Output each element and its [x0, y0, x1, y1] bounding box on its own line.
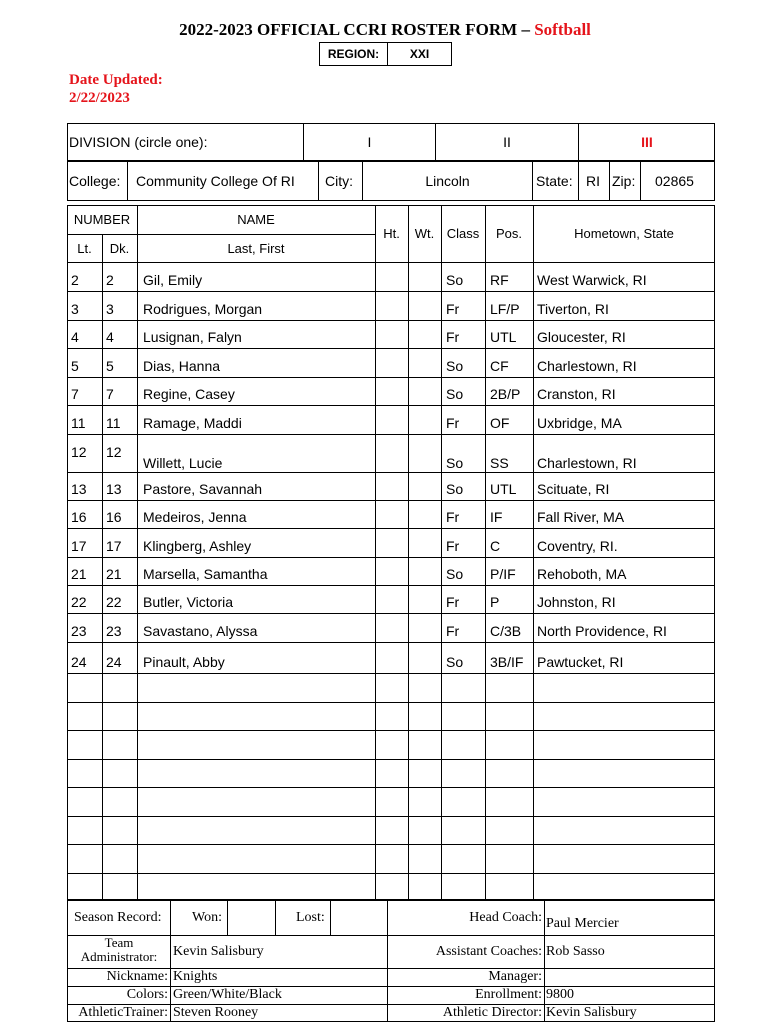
- table-row: [67, 291, 715, 320]
- division-option-2[interactable]: II: [503, 134, 511, 150]
- cell-town: Scituate, RI: [537, 481, 610, 497]
- cell-cls: Fr: [446, 623, 460, 639]
- cell-name: Regine, Casey: [143, 386, 235, 402]
- colors-label: Colors:: [126, 987, 168, 1002]
- enrollment-label: Enrollment:: [475, 987, 542, 1002]
- cell-dk: 3: [106, 301, 114, 317]
- date-updated: [69, 71, 163, 107]
- cell-pos: SS: [490, 455, 509, 471]
- cell-town: Charlestown, RI: [537, 358, 637, 374]
- col-dk: Dk.: [109, 240, 130, 256]
- cell-pos: CF: [490, 358, 509, 374]
- table-row: [67, 557, 715, 585]
- college-label: College:: [69, 173, 121, 189]
- athletic-director-label: Athletic Director:: [442, 1005, 542, 1020]
- cell-dk: 2: [106, 272, 114, 288]
- team-admin-value: Kevin Salisbury: [173, 943, 264, 959]
- cell-lt: 23: [71, 623, 87, 639]
- cell-town: North Providence, RI: [537, 623, 667, 639]
- trainer-label: AthleticTrainer:: [78, 1005, 168, 1020]
- date-value: 2/22/2023: [69, 90, 130, 106]
- athletic-director-value: Kevin Salisbury: [546, 1005, 637, 1020]
- table-row: [67, 613, 715, 642]
- cell-lt: 24: [71, 654, 87, 670]
- col-wt: Wt.: [414, 226, 435, 241]
- cell-dk: 7: [106, 386, 114, 402]
- cell-pos: OF: [490, 415, 510, 431]
- city-value: Lincoln: [425, 173, 470, 189]
- table-row: [67, 585, 715, 613]
- col-name: NAME: [237, 212, 275, 227]
- col-number: NUMBER: [73, 212, 131, 227]
- cell-town: Fall River, MA: [537, 509, 625, 525]
- head-coach-label: Head Coach:: [469, 909, 542, 925]
- table-row: [67, 348, 715, 377]
- date-label: Date Updated:: [69, 72, 163, 88]
- cell-cls: So: [446, 566, 464, 582]
- empty-row: [67, 787, 715, 816]
- empty-row: [67, 816, 715, 844]
- cell-lt: 21: [71, 566, 87, 582]
- cell-town: Pawtucket, RI: [537, 654, 624, 670]
- cell-lt: 13: [71, 481, 87, 497]
- state-value: RI: [586, 173, 600, 189]
- division-label: DIVISION (circle one):: [69, 134, 208, 150]
- cell-town: Uxbridge, MA: [537, 415, 622, 431]
- table-row: [67, 500, 715, 528]
- empty-row: [67, 759, 715, 787]
- table-row: [67, 377, 715, 405]
- cell-name: Lusignan, Falyn: [143, 329, 242, 345]
- cell-town: Rehoboth, MA: [537, 566, 627, 582]
- region-value: XXI: [409, 47, 430, 61]
- col-lt: Lt.: [77, 240, 92, 256]
- cell-name: Pastore, Savannah: [143, 481, 263, 497]
- cell-dk: 13: [106, 481, 122, 497]
- table-row: [67, 472, 715, 500]
- cell-dk: 23: [106, 623, 122, 639]
- cell-cls: Fr: [446, 301, 460, 317]
- college-value: Community College Of RI: [136, 173, 295, 189]
- cell-town: Johnston, RI: [537, 594, 616, 610]
- empty-row: [67, 673, 715, 702]
- cell-dk: 11: [106, 415, 121, 431]
- cell-lt: 7: [71, 386, 79, 402]
- empty-row: [67, 730, 715, 759]
- cell-pos: C/3B: [490, 623, 522, 639]
- cell-town: Cranston, RI: [537, 386, 616, 402]
- cell-pos: C: [490, 538, 501, 554]
- cell-lt: 22: [71, 594, 87, 610]
- enrollment-value: 9800: [546, 987, 574, 1002]
- col-hometown: Hometown, State: [574, 226, 674, 241]
- col-name-sub: Last, First: [227, 240, 285, 256]
- cell-pos: P: [490, 594, 500, 610]
- cell-lt: 11: [71, 415, 86, 431]
- table-row: [67, 320, 715, 348]
- cell-name: Dias, Hanna: [143, 358, 221, 374]
- cell-cls: So: [446, 386, 464, 402]
- cell-pos: LF/P: [490, 301, 520, 317]
- table-row: [67, 528, 715, 557]
- city-label: City:: [325, 173, 353, 189]
- team-admin-label: Team Administrator:: [80, 935, 158, 964]
- cell-lt: 16: [71, 509, 87, 525]
- cell-pos: 3B/IF: [490, 654, 524, 670]
- col-class: Class: [446, 226, 480, 241]
- cell-cls: So: [446, 481, 464, 497]
- zip-value: 02865: [655, 173, 694, 189]
- cell-pos: IF: [490, 509, 503, 525]
- cell-pos: UTL: [490, 481, 517, 497]
- cell-dk: 24: [106, 654, 122, 670]
- cell-cls: Fr: [446, 329, 460, 345]
- cell-lt: 2: [71, 272, 79, 288]
- cell-pos: UTL: [490, 329, 517, 345]
- division-option-3[interactable]: III: [641, 134, 653, 150]
- cell-name: Gil, Emily: [143, 272, 203, 288]
- cell-town: West Warwick, RI: [537, 272, 647, 288]
- cell-lt: 12: [71, 444, 87, 460]
- table-row: [67, 262, 715, 291]
- cell-cls: Fr: [446, 415, 460, 431]
- cell-lt: 17: [71, 538, 87, 554]
- cell-name: Medeiros, Jenna: [143, 509, 247, 525]
- cell-pos: P/IF: [490, 566, 516, 582]
- cell-dk: 21: [106, 566, 122, 582]
- cell-town: Gloucester, RI: [537, 329, 626, 345]
- cell-name: Marsella, Samantha: [143, 566, 268, 582]
- table-row: [67, 642, 715, 673]
- cell-pos: 2B/P: [490, 386, 521, 402]
- cell-cls: Fr: [446, 538, 460, 554]
- cell-cls: So: [446, 358, 464, 374]
- assistant-coaches-label: Assistant Coaches:: [435, 943, 542, 959]
- nickname-value: Knights: [173, 969, 218, 984]
- cell-pos: RF: [490, 272, 509, 288]
- table-row: [67, 405, 715, 434]
- cell-cls: So: [446, 455, 464, 471]
- head-coach-value: Paul Mercier: [546, 915, 619, 931]
- cell-dk: 17: [106, 538, 122, 554]
- cell-cls: So: [446, 654, 464, 670]
- lost-label: Lost:: [296, 909, 325, 925]
- assistant-coaches-value: Rob Sasso: [546, 943, 605, 959]
- col-ht: Ht.: [383, 226, 400, 241]
- cell-cls: Fr: [446, 509, 460, 525]
- zip-label: Zip:: [612, 173, 636, 189]
- cell-dk: 16: [106, 509, 122, 525]
- cell-lt: 4: [71, 329, 79, 345]
- cell-dk: 22: [106, 594, 122, 610]
- cell-cls: So: [446, 272, 464, 288]
- season-record-label: Season Record:: [74, 909, 162, 925]
- cell-name: Klingberg, Ashley: [143, 538, 252, 554]
- table-row: [67, 434, 715, 472]
- title-text: 2022-2023 OFFICIAL CCRI ROSTER FORM –: [179, 20, 535, 39]
- trainer-value: Steven Rooney: [173, 1005, 259, 1020]
- cell-name: Savastano, Alyssa: [143, 623, 258, 639]
- cell-town: Tiverton, RI: [537, 301, 609, 317]
- colors-value: Green/White/Black: [173, 987, 282, 1002]
- cell-dk: 5: [106, 358, 114, 374]
- cell-name: Willett, Lucie: [143, 455, 223, 471]
- state-label: State:: [536, 173, 573, 189]
- cell-name: Pinault, Abby: [143, 654, 225, 670]
- nickname-label: Nickname:: [106, 969, 168, 984]
- empty-row: [67, 844, 715, 873]
- manager-label: Manager:: [488, 969, 542, 984]
- cell-name: Rodrigues, Morgan: [143, 301, 263, 317]
- region-label: REGION:: [320, 43, 388, 65]
- cell-dk: 4: [106, 329, 114, 345]
- cell-town: Coventry, RI.: [537, 538, 618, 554]
- region-box: [319, 42, 452, 66]
- empty-row: [67, 873, 715, 900]
- won-label: Won:: [192, 909, 222, 925]
- cell-name: Butler, Victoria: [143, 594, 234, 610]
- cell-lt: 3: [71, 301, 79, 317]
- cell-town: Charlestown, RI: [537, 455, 637, 471]
- cell-cls: Fr: [446, 594, 460, 610]
- division-option-1[interactable]: I: [367, 134, 372, 150]
- col-pos: Pos.: [495, 226, 522, 241]
- form-title: [0, 20, 770, 40]
- empty-row: [67, 702, 715, 730]
- cell-lt: 5: [71, 358, 79, 374]
- cell-name: Ramage, Maddi: [143, 415, 242, 431]
- cell-dk: 12: [106, 444, 122, 460]
- sport-name: Softball: [534, 20, 591, 39]
